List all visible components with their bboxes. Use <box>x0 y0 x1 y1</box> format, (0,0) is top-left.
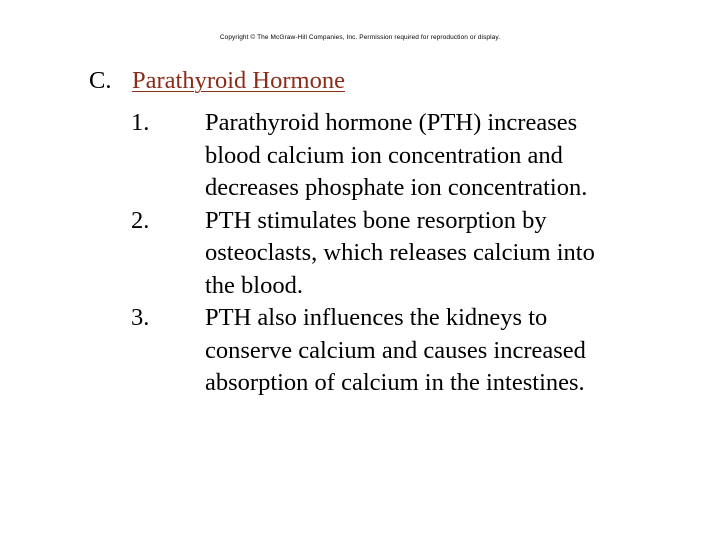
list-item-text: Parathyroid hormone (PTH) increases blood calcium ion concentration and decreases phosphate ion concentration. <box>205 109 588 201</box>
list-item-number: 3. <box>131 304 150 331</box>
section-heading <box>89 66 345 96</box>
list-item-text: PTH stimulates bone resorption by osteoclasts, which releases calcium into the blood. <box>205 206 595 299</box>
copyright-notice: Copyright © The McGraw-Hill Companies, Inc. Permission required for reproduction or display. <box>219 34 501 41</box>
section-letter: C. <box>89 67 112 94</box>
list-item-3 <box>131 302 691 400</box>
list-item-number: 2. <box>131 206 150 234</box>
list-item-1 <box>131 107 691 205</box>
numbered-list <box>131 107 691 400</box>
section-title: Parathyroid Hormone <box>132 67 345 94</box>
list-item-2 <box>131 205 691 303</box>
list-item-text: PTH also influences the kidneys to conserve calcium and causes increased absorption of calcium in the intestines. <box>205 304 586 396</box>
list-item-number: 1. <box>131 109 150 136</box>
